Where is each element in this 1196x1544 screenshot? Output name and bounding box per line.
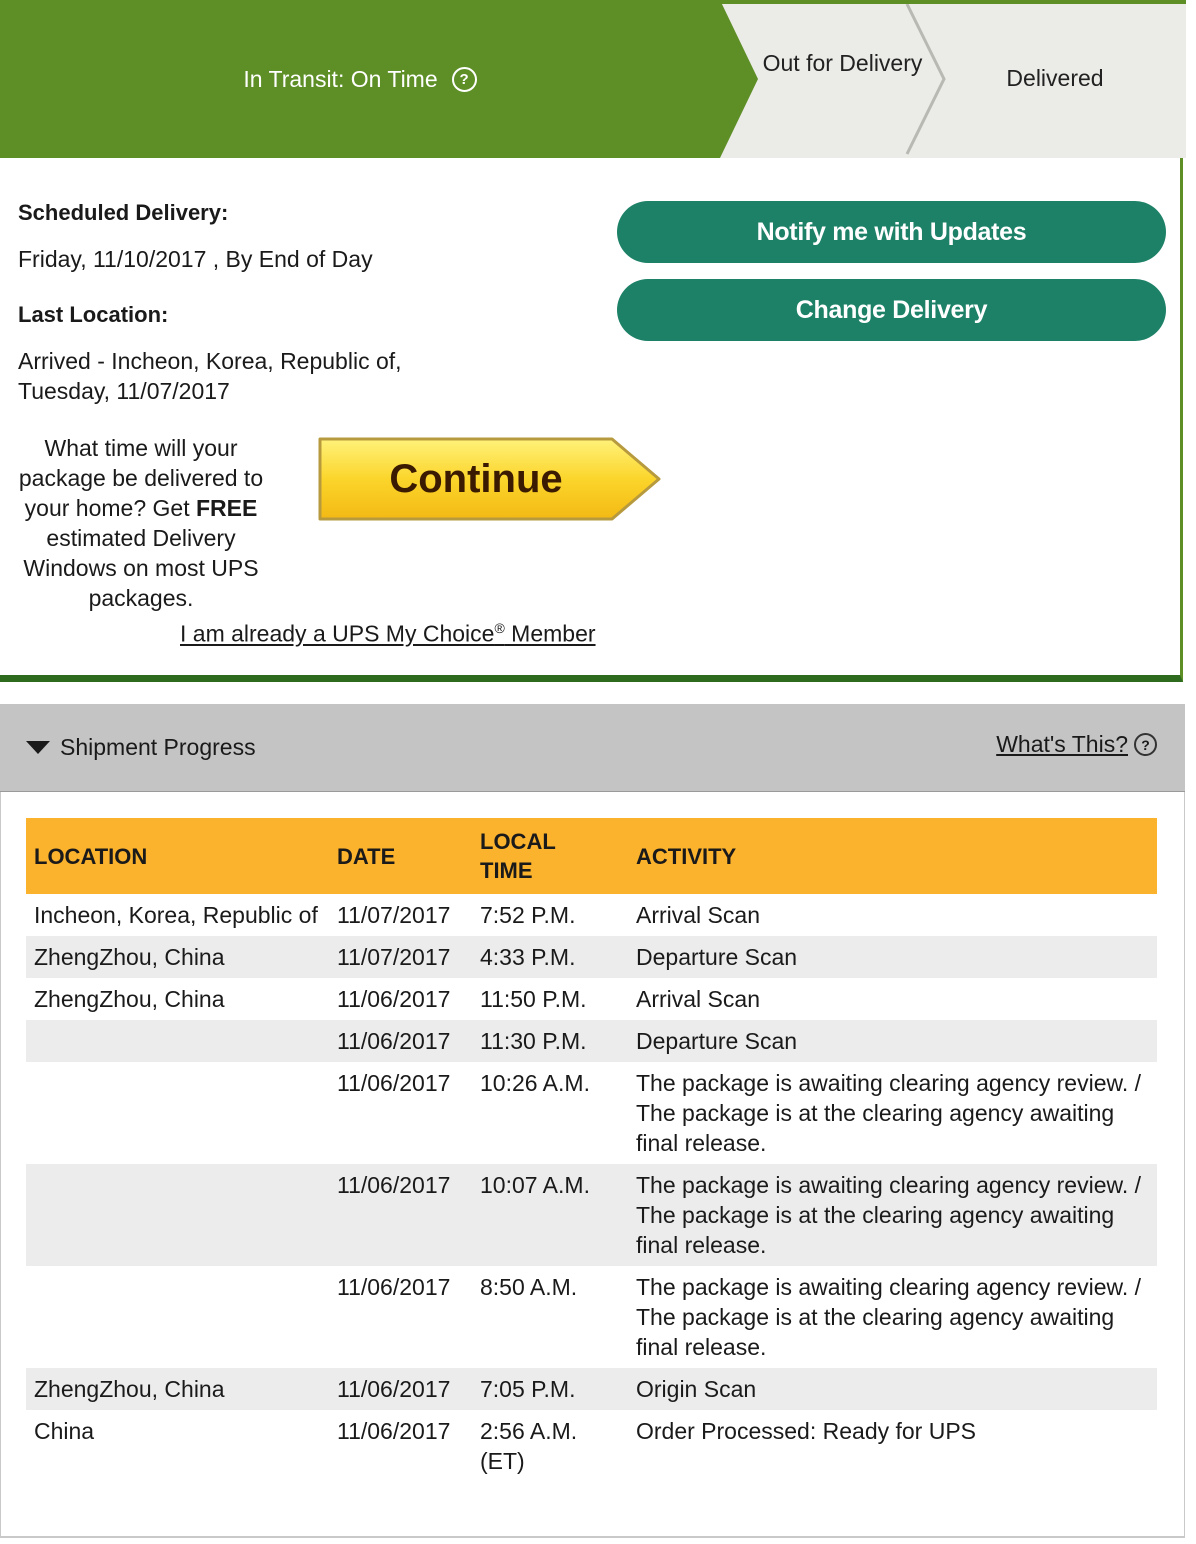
- cell-activity: Arrival Scan: [636, 986, 760, 1012]
- cell-date: 11/07/2017: [337, 944, 451, 970]
- cell-activity: The package is awaiting clearing agency review. / The package is at the clearing agency awaiting final release.: [636, 1274, 1142, 1360]
- delivery-window-promo: [16, 433, 266, 613]
- table-header-row: [26, 818, 1157, 894]
- question-circle-icon[interactable]: ?: [452, 67, 477, 92]
- cell-location: [26, 1020, 329, 1062]
- scheduled-delivery-value: Friday, 11/10/2017 , By End of Day: [18, 246, 373, 272]
- promo-text-bold: FREE: [195, 495, 258, 521]
- cell-date: 11/06/2017: [337, 1376, 451, 1402]
- column-header-location: LOCATION: [34, 843, 148, 869]
- table-row: [26, 1410, 1157, 1482]
- cell-time: 11:30 P.M.: [480, 1028, 587, 1054]
- table-row: [26, 1164, 1157, 1266]
- cell-date: 11/06/2017: [337, 1418, 451, 1444]
- cell-time: 8:50 A.M.: [480, 1274, 578, 1300]
- step-delivered: [955, 63, 1155, 93]
- whats-this-help[interactable]: [996, 731, 1157, 758]
- cell-location: China: [34, 1418, 95, 1444]
- shipment-activity-table: [26, 818, 1157, 1482]
- cell-activity: Origin Scan: [636, 1376, 757, 1402]
- last-location-line1: Arrived - Incheon, Korea, Republic of,: [18, 348, 402, 374]
- cell-date: 11/06/2017: [337, 1172, 451, 1198]
- local-time-header-text: LOCAL TIME: [480, 829, 556, 883]
- shipment-progress-header: [0, 704, 1185, 792]
- table-row: [26, 1020, 1157, 1062]
- triangle-down-icon: [26, 741, 50, 754]
- promo-text-before: What time will your package be delivered to your home? Get: [18, 435, 264, 521]
- continue-button[interactable]: [317, 436, 663, 522]
- step-out-for-delivery: [760, 48, 925, 78]
- table-row: [26, 936, 1157, 978]
- step-in-transit: [0, 64, 720, 94]
- table-row: [26, 1368, 1157, 1410]
- step-delivered-label: Delivered: [1006, 65, 1104, 91]
- cell-activity: Arrival Scan: [636, 902, 760, 928]
- scheduled-delivery-label: Scheduled Delivery:: [18, 200, 229, 225]
- column-header-local-time: [472, 818, 628, 894]
- tracking-progress-bar: [0, 0, 1186, 158]
- column-header-date: DATE: [337, 843, 396, 869]
- cell-location: ZhengZhou, China: [34, 944, 225, 970]
- cell-time: 4:33 P.M.: [480, 944, 576, 970]
- cell-time: 7:52 P.M.: [480, 902, 576, 928]
- table-row: [26, 1266, 1157, 1368]
- cell-activity: Departure Scan: [636, 944, 798, 970]
- my-choice-member-link[interactable]: [180, 620, 596, 648]
- cell-location: [26, 1164, 329, 1266]
- whats-this-link[interactable]: What's This?: [996, 731, 1128, 757]
- cell-location: [26, 1266, 329, 1368]
- cell-time: 7:05 P.M.: [480, 1376, 576, 1402]
- cell-date: 11/06/2017: [337, 986, 451, 1012]
- table-row: [26, 894, 1157, 936]
- shipment-progress-toggle[interactable]: [26, 734, 256, 761]
- cell-time: 2:56 A.M. (ET): [480, 1418, 578, 1474]
- cell-location: Incheon, Korea, Republic of: [34, 902, 318, 928]
- cell-time: 10:07 A.M.: [480, 1172, 590, 1198]
- continue-button-label: Continue: [389, 456, 563, 501]
- column-header-activity: ACTIVITY: [636, 843, 737, 869]
- step-out-for-delivery-label: Out for Delivery: [762, 50, 923, 76]
- registered-mark: ®: [494, 620, 505, 636]
- cell-location: ZhengZhou, China: [34, 1376, 225, 1402]
- cell-date: 11/06/2017: [337, 1070, 451, 1096]
- cell-location: [26, 1062, 329, 1164]
- member-link-text: I am already a UPS My Choice: [180, 620, 495, 647]
- cell-date: 11/06/2017: [337, 1028, 451, 1054]
- member-link-text-end: Member: [504, 620, 596, 647]
- cell-activity: Departure Scan: [636, 1028, 798, 1054]
- cell-activity: Order Processed: Ready for UPS: [636, 1418, 977, 1444]
- table-row: [26, 1062, 1157, 1164]
- cell-date: 11/07/2017: [337, 902, 451, 928]
- cell-location: ZhengZhou, China: [34, 986, 225, 1012]
- cell-date: 11/06/2017: [337, 1274, 451, 1300]
- cell-time: 10:26 A.M.: [480, 1070, 590, 1096]
- last-location-label: Last Location:: [18, 302, 169, 327]
- table-row: [26, 978, 1157, 1020]
- shipment-progress-title: Shipment Progress: [60, 734, 256, 760]
- change-delivery-button[interactable]: Change Delivery: [617, 279, 1166, 341]
- promo-text-after: estimated Delivery Windows on most UPS packages.: [23, 525, 259, 611]
- question-circle-icon[interactable]: ?: [1134, 733, 1157, 756]
- cell-activity: The package is awaiting clearing agency review. / The package is at the clearing agency awaiting final release.: [636, 1070, 1142, 1156]
- step-in-transit-label: In Transit: On Time: [243, 66, 438, 92]
- last-location-line2: Tuesday, 11/07/2017: [18, 378, 230, 404]
- cell-time: 11:50 P.M.: [480, 986, 587, 1012]
- notify-updates-button[interactable]: Notify me with Updates: [617, 201, 1166, 263]
- cell-activity: The package is awaiting clearing agency review. / The package is at the clearing agency awaiting final release.: [636, 1172, 1142, 1258]
